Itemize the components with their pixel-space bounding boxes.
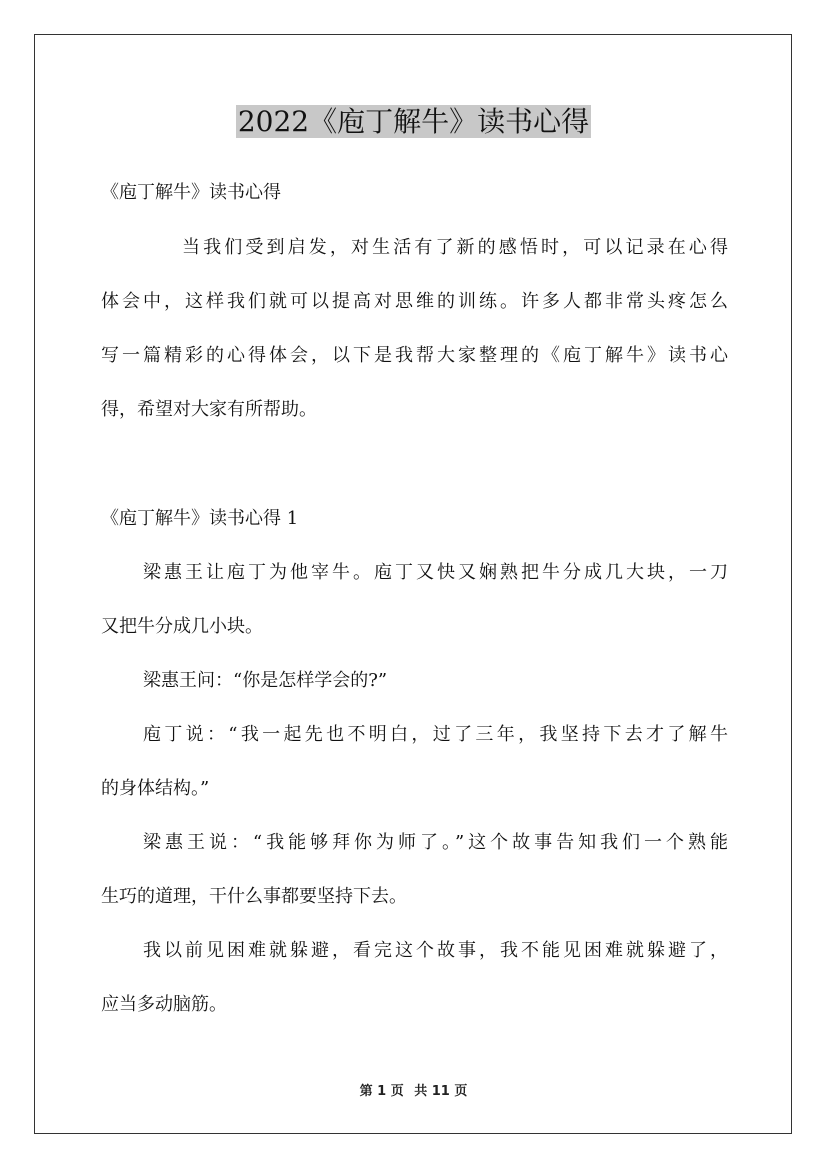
- body-line: 梁惠王让庖丁为他宰牛。庖丁又快又娴熟把牛分成几大块，一刀: [143, 562, 728, 583]
- body-line: 梁惠王问：“你是怎样学会的?”: [143, 670, 388, 691]
- page-number: 第 1 页: [359, 1084, 404, 1099]
- document-title: [0, 100, 827, 144]
- intro-line: 体会中，这样我们就可以提高对思维的训练。许多人都非常头疼怎么: [101, 291, 728, 312]
- title-highlight: 2022《庖丁解牛》读书心得: [237, 105, 590, 138]
- subtitle: 《庖丁解牛》读书心得: [101, 182, 281, 203]
- body-line: 的身体结构。”: [101, 778, 210, 799]
- body-line: 梁惠王说：“我能够拜你为师了。”这个故事告知我们一个熟能: [143, 832, 728, 853]
- body-line: 庖丁说：“我一起先也不明白，过了三年，我坚持下去才了解牛: [143, 724, 728, 745]
- body-line: 生巧的道理，干什么事都要坚持下去。: [101, 886, 407, 907]
- page-total: 共 11 页: [414, 1084, 468, 1099]
- body-line: 应当多动脑筋。: [101, 994, 227, 1015]
- page-footer: [0, 1083, 827, 1101]
- intro-line: 当我们受到启发，对生活有了新的感悟时，可以记录在心得: [182, 237, 728, 258]
- body-line: 又把牛分成几小块。: [101, 616, 263, 637]
- intro-line: 得，希望对大家有所帮助。: [101, 399, 317, 420]
- section-heading: 《庖丁解牛》读书心得 1: [101, 508, 299, 529]
- body-line: 我以前见困难就躲避，看完这个故事，我不能见困难就躲避了，: [143, 940, 728, 961]
- intro-line: 写一篇精彩的心得体会，以下是我帮大家整理的《庖丁解牛》读书心: [101, 345, 728, 366]
